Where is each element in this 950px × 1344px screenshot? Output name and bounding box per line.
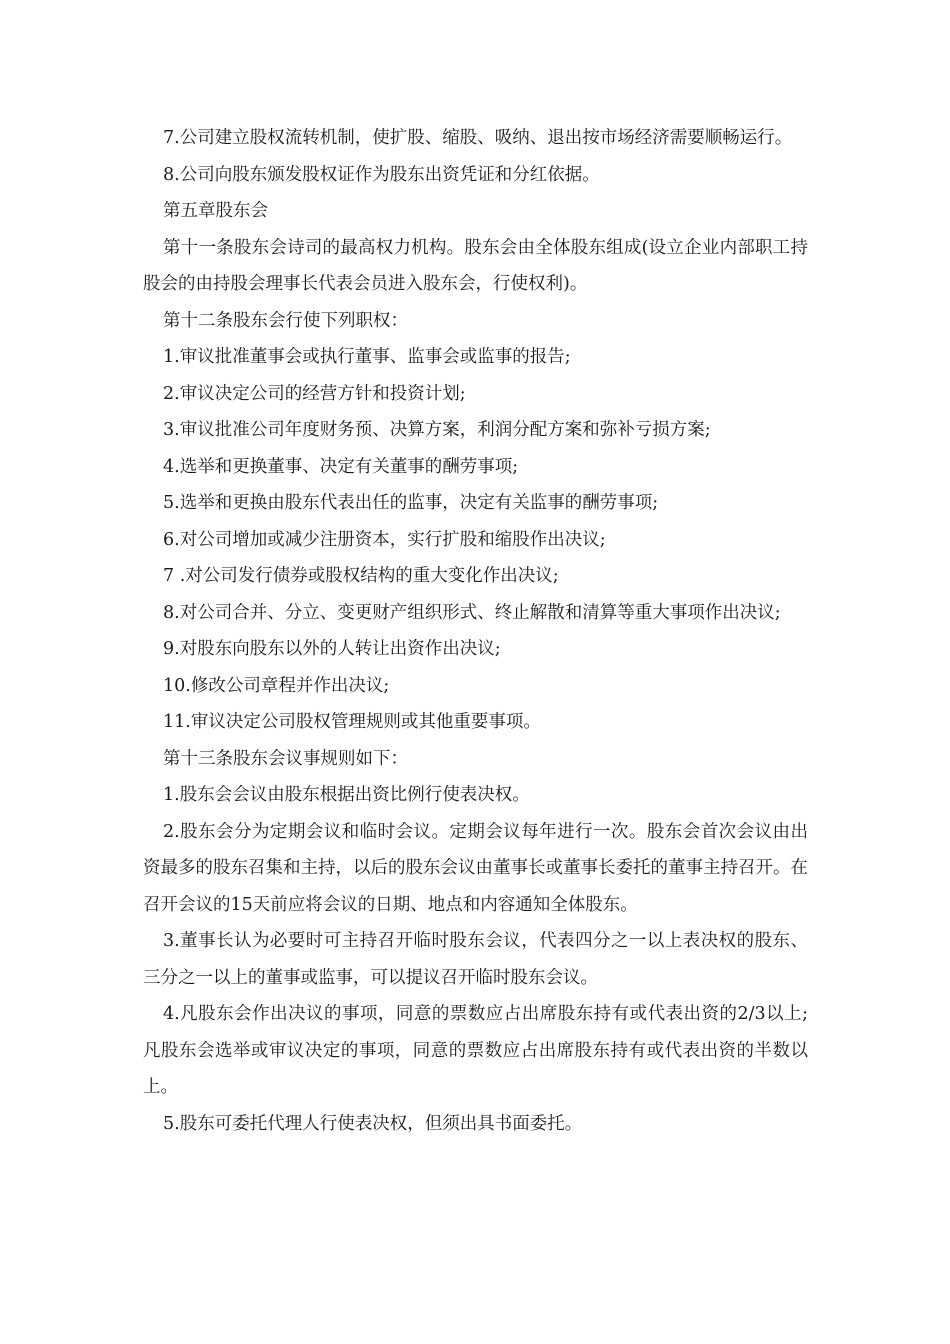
- article-12-item-11: 11.审议决定公司股权管理规则或其他重要事项。: [163, 712, 541, 732]
- article-12-item-3: 3.审议批准公司年度财务预、决算方案，利润分配方案和弥补亏损方案;: [163, 420, 711, 440]
- article-13-item-3: 3.董事长认为必要时可主持召开临时股东会议，代表四分之一以上表决权的股东、三分之一以上的董事或监事，可以提议召开临时股东会议。: [143, 931, 808, 988]
- paragraph-clause-7: 7.公司建立股权流转机制，使扩股、缩股、吸纳、退出按市场经济需要顺畅运行。: [163, 128, 793, 148]
- article-12-item-6: 6.对公司增加或减少注册资本，实行扩股和缩股作出决议;: [163, 529, 606, 550]
- article-12-item-1: 1.审议批准董事会或执行董事、监事会或监事的报告;: [163, 347, 571, 367]
- article-12-item-2: 2.审议决定公司的经营方针和投资计划;: [163, 383, 466, 404]
- article-13-item-2: 2.股东会分为定期会议和临时会议。定期会议每年进行一次。股东会首次会议由出资最多的股东召集和主持，以后的股东会议由董事长或董事长委托的董事主持召开。在召开会议的15天前应将会议的日期、地点和内容通知全体股东。: [143, 821, 808, 915]
- article-13-item-4: 4.凡股东会作出决议的事项，同意的票数应占出席股东持有或代表出资的2/3以上;凡股东会选举或审议决定的事项，同意的票数应占出席股东持有或代表出资的半数以上。: [143, 1004, 808, 1097]
- article-12-item-8: 8.对公司合并、分立、变更财产组织形式、终止解散和清算等重大事项作出决议;: [163, 602, 781, 623]
- article-12-item-10: 10.修改公司章程并作出决议;: [163, 675, 390, 696]
- paragraph-clause-8: 8.公司向股东颁发股权证作为股东出资凭证和分红依据。: [163, 164, 600, 185]
- article-12-item-4: 4.选举和更换董事、决定有关董事的酬劳事项;: [163, 456, 519, 477]
- article-13-item-5: 5.股东可委托代理人行使表决权，但须出具书面委托。: [163, 1113, 583, 1134]
- article-11: 第十一条股东会诗司的最高权力机构。股东会由全体股东组成(设立企业内部职工持股会的由持股会理事长代表会员进入股东会，行使权利)。: [143, 237, 808, 294]
- article-12-item-5: 5.选举和更换由股东代表出任的监事，决定有关监事的酬劳事项;: [163, 493, 659, 513]
- chapter-heading: 第五章股东会: [163, 201, 268, 221]
- article-13-item-1: 1.股东会会议由股东根据出资比例行使表决权。: [163, 785, 530, 805]
- article-12-item-9: 9.对股东向股东以外的人转让出资作出决议;: [163, 639, 501, 659]
- article-12-item-7: 7 .对公司发行债券或股权结构的重大变化作出决议;: [163, 566, 559, 586]
- document-body: [143, 120, 808, 1142]
- article-12-heading: 第十二条股东会行使下列职权：: [163, 310, 408, 331]
- article-13-heading: 第十三条股东会议事规则如下：: [163, 748, 408, 769]
